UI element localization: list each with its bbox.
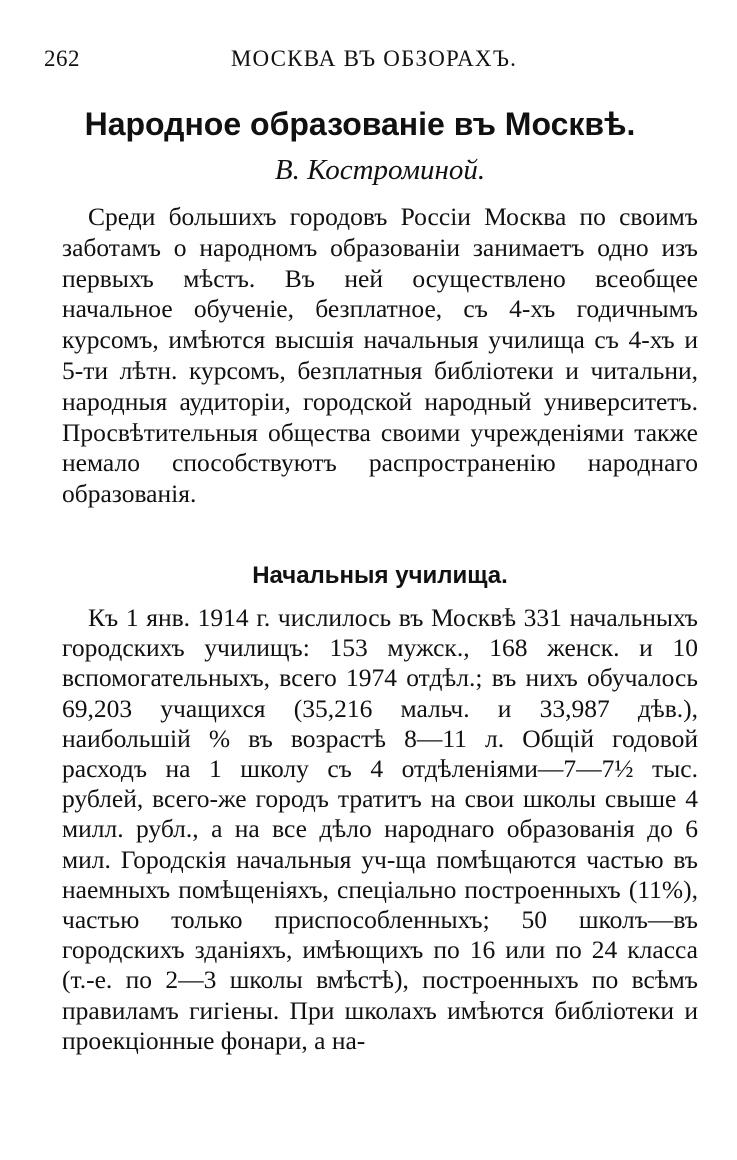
section-paragraph-text: Къ 1 янв. 1914 г. числилось въ Москвѣ 331 начальныхъ городскихъ училищъ: 153 мужск., 168 женск. и 10 вспомогательныхъ, всего 1974 отдѣл.; въ нихъ обучалось 69,203 учащихся (35,216 мальч. и 33,987 дѣв.), наибольшій % въ возрастѣ 8—11 л. Общій годовой расходъ на 1 школу съ 4 отдѣленіями—7—7½ тыс. рублей, всего-же городъ тратитъ на свои школы свыше 4 милл. рубл., а на все дѣло народнаго образованія до 6 мил. Городскія начальныя уч-ща помѣщаются частью въ наемныхъ помѣщеніяхъ, спеціально построенныхъ (11%), частью только приспособленныхъ; 50 школъ—въ городскихъ зданіяхъ, имѣющихъ по 16 или по 24 класса (т.-е. по 2—3 школы вмѣстѣ), построенныхъ по всѣмъ правиламъ гигіены. При школахъ имѣются библіотеки и проекціонные фонари, а на- [62,603,698,1055]
article-author: В. Костроминой. [274,154,486,186]
page-number: 262 [44,46,80,71]
running-head [44,44,704,74]
intro-paragraph-text: Среди большихъ городовъ Россіи Москва по своимъ заботамъ о народномъ образованіи занимаетъ одно изъ первыхъ мѣстъ. Въ ней осуществлено всеобщее начальное обученіе, безплатное, съ 4-хъ годичнымъ курсомъ, имѣются высшія начальныя училища съ 4-хъ и 5-ти лѣтн. курсомъ, безплатныя библіотеки и читальни, народныя аудиторіи, городской народный университетъ. Просвѣтительныя общества своими учрежденіями также немало способствуютъ распространенію народнаго образованія. [62,202,698,509]
section-paragraph [62,603,698,1056]
running-title: МОСКВА ВЪ ОБЗОРАХЪ. [230,46,518,71]
section-title: Начальныя училища. [252,562,508,589]
article-title: Народное образованіе въ Москвѣ. [84,106,636,142]
intro-paragraph [62,202,698,510]
